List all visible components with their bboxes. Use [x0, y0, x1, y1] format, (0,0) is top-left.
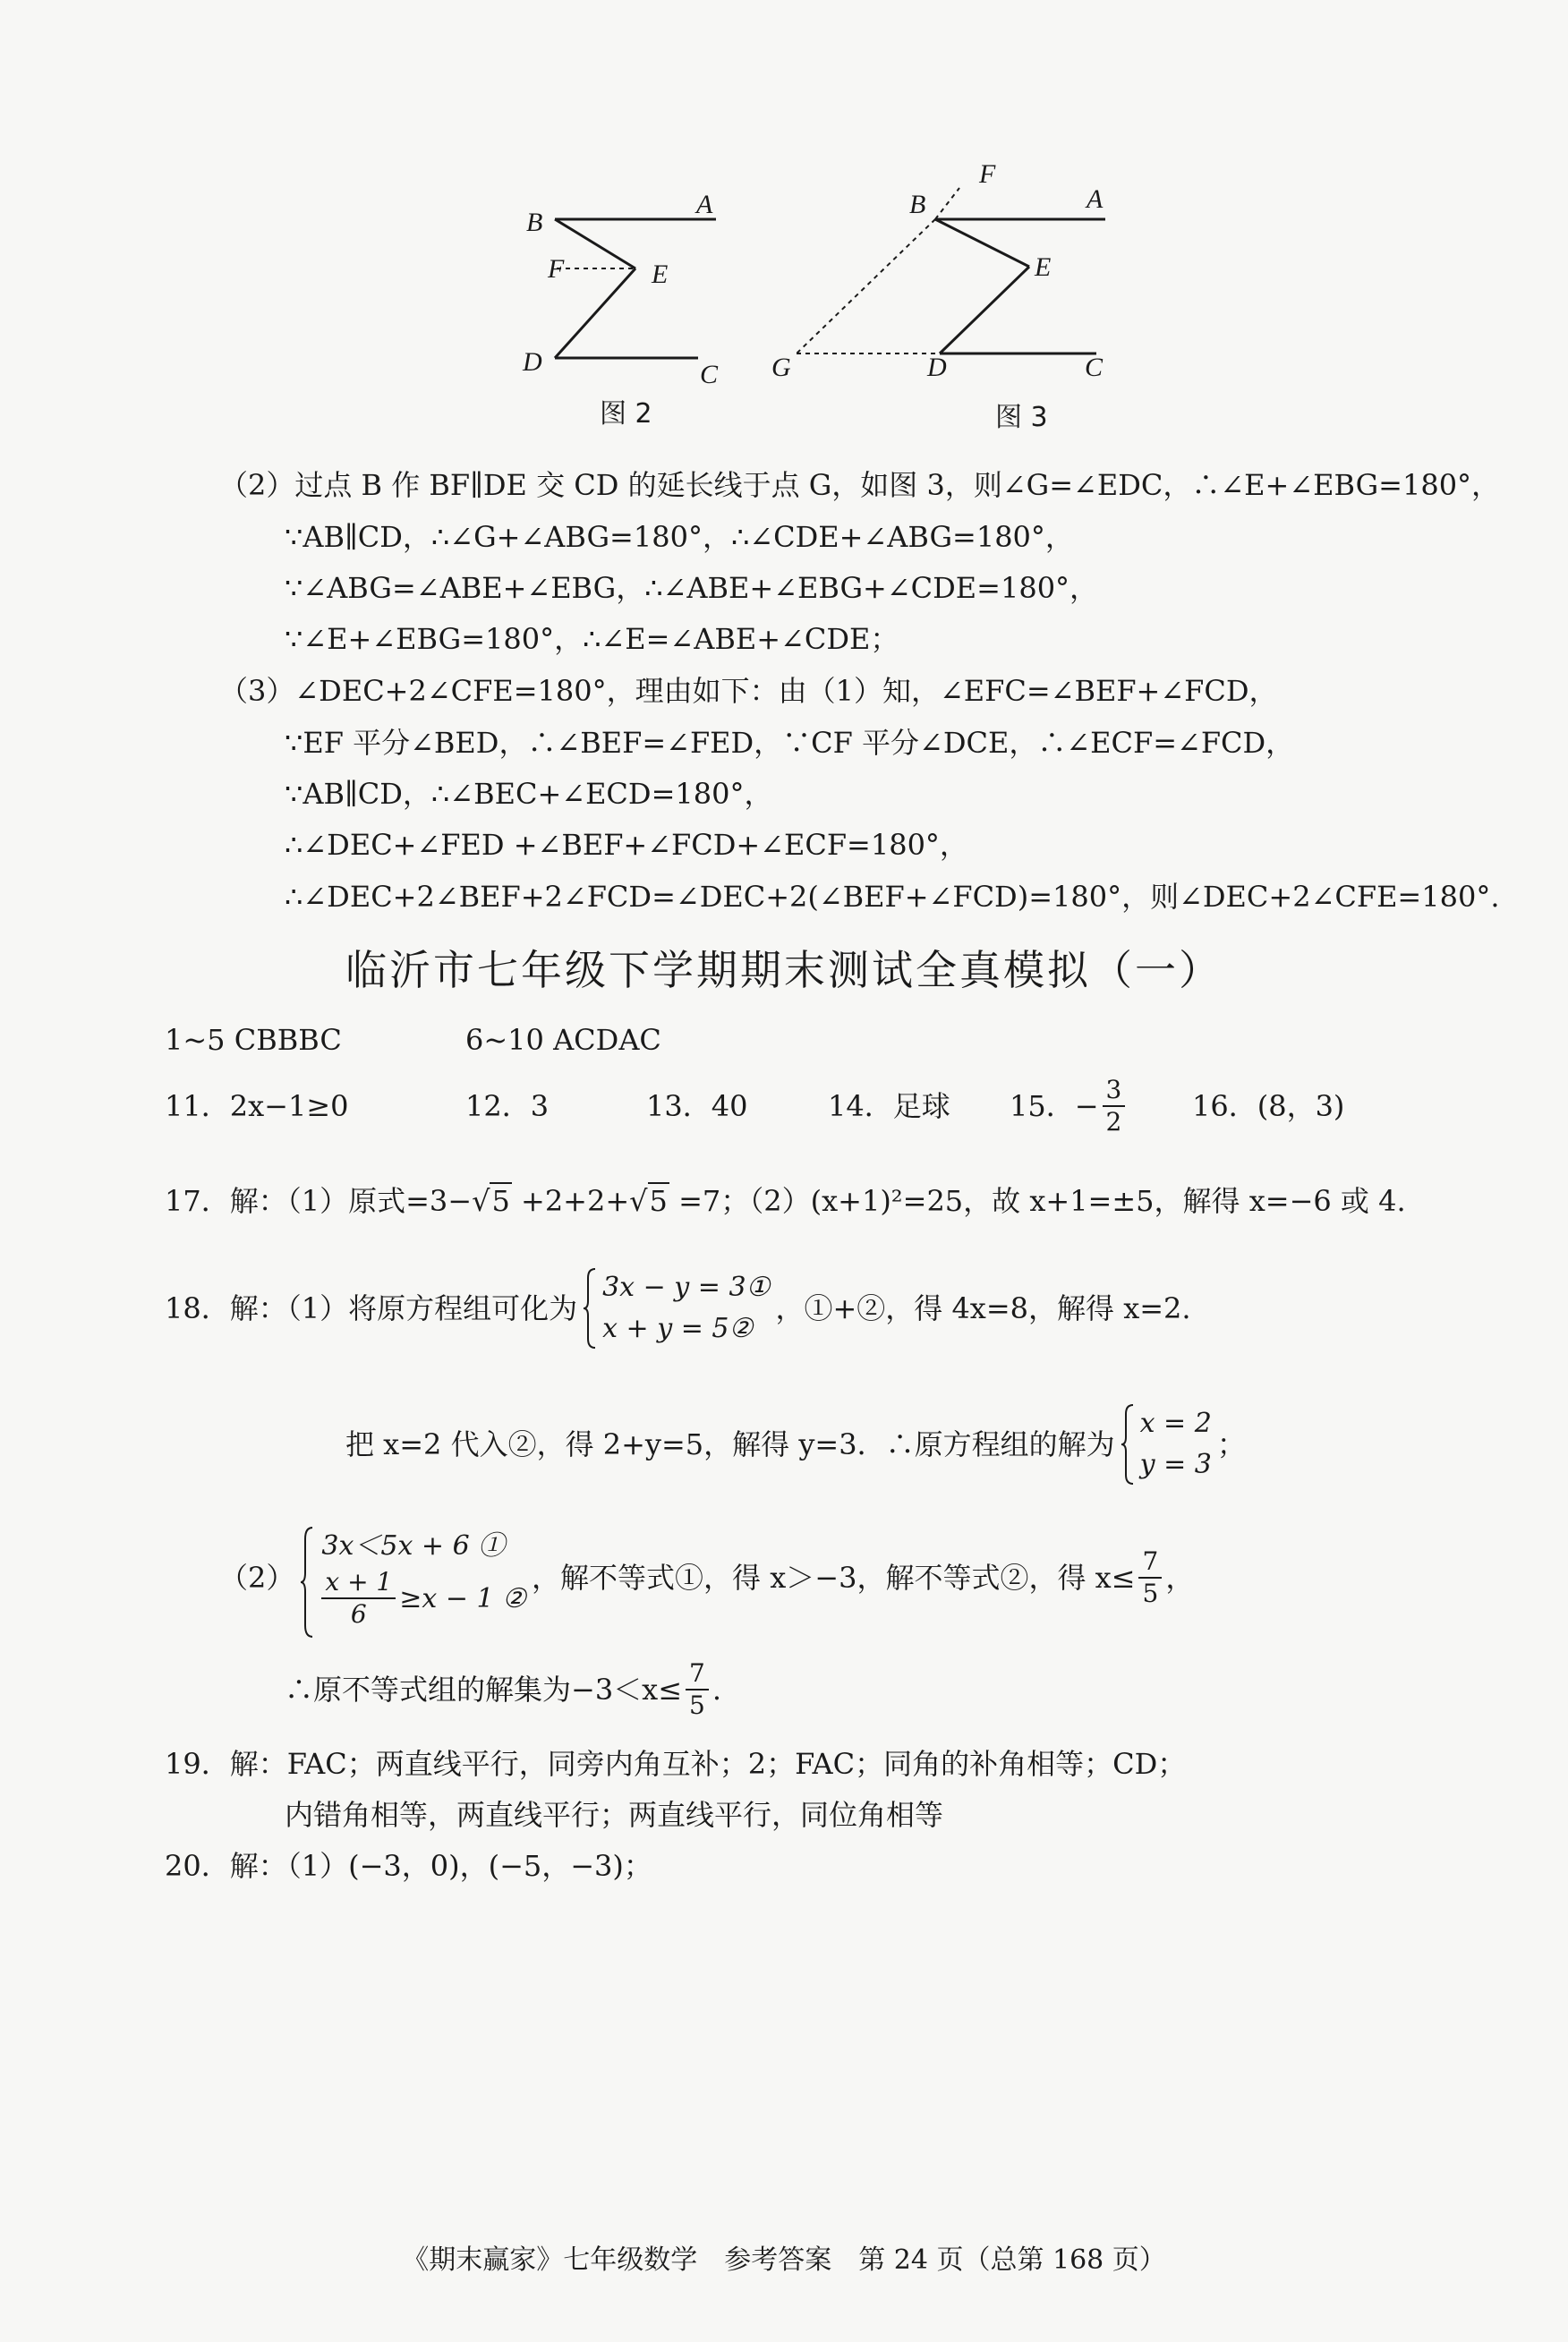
answer-19-line1: 19．解：FAC；两直线平行，同旁内角互补；2；FAC；同角的补角相等；CD；	[165, 1747, 1187, 1781]
part2-line4: ∵∠E+∠EBG=180°，∴∠E=∠ABE+∠CDE；	[285, 622, 899, 656]
answer-12: 12．3	[465, 1089, 550, 1123]
answer-14: 14．足球	[828, 1089, 950, 1123]
fig3-caption: 图 3	[995, 402, 1048, 433]
q18-inequality-system	[300, 1526, 526, 1630]
answer-18-part2	[219, 1520, 1194, 1636]
brace-icon	[583, 1267, 597, 1350]
part2-line3: ∵∠ABG=∠ABE+∠EBG，∴∠ABE+∠EBG+∠CDE=180°，	[285, 571, 1099, 605]
part3-line5: ∴∠DEC+2∠BEF+2∠FCD=∠DEC+2(∠BEF+∠FCD)=180°，则∠DEC+2∠CFE=180°.	[285, 880, 1500, 914]
answer-15-fraction	[1103, 1075, 1126, 1137]
fig2-label-C: C	[700, 360, 719, 389]
q18-ineq2-denominator: 6	[350, 1599, 367, 1629]
answer-19-line2: 内错角相等，两直线平行；两直线平行，同位角相等	[285, 1798, 944, 1832]
figure-2	[501, 179, 752, 439]
fig3-label-B: B	[909, 190, 926, 219]
fig3-label-C: C	[1085, 353, 1104, 382]
figure-3	[761, 161, 1137, 439]
part3-line4: ∴∠DEC+∠FED +∠BEF+∠FCD+∠ECF=180°，	[285, 828, 968, 862]
q18-bound-denominator: 5	[1142, 1579, 1159, 1608]
q18-concl-b: .	[712, 1673, 722, 1707]
choice-6-10: 6~10 ACDAC	[465, 1023, 661, 1057]
fig3-label-E: E	[1035, 252, 1052, 282]
fig3-label-A: A	[1087, 184, 1104, 214]
answer-11: 11．2x−1≥0	[165, 1089, 349, 1123]
q18-intro: 18．解：（1）将原方程组可化为	[165, 1291, 578, 1325]
choice-1-5: 1~5 CBBBC	[165, 1023, 342, 1057]
q17-radicand-2: 5	[649, 1184, 668, 1218]
brace-icon	[300, 1526, 314, 1639]
answer-20-line1: 20．解：（1）(−3，0)，(−5，−3)；	[165, 1849, 652, 1883]
part3-line3: ∵AB∥CD，∴∠BEC+∠ECD=180°，	[285, 777, 773, 811]
q18-concl-fraction	[686, 1658, 709, 1721]
q18-sub: 把 x=2 代入②，得 2+y=5，解得 y=3．∴原方程组的解为	[345, 1427, 1115, 1461]
q18-concl-denominator: 5	[689, 1690, 705, 1720]
fig3-label-F: F	[979, 161, 996, 189]
answer-15-numerator: 3	[1103, 1075, 1126, 1107]
answer-18-conclusion	[285, 1654, 721, 1725]
page-footer: 《期末赢家》七年级数学 参考答案 第 24 页（总第 168 页）	[402, 2244, 1166, 2276]
q18-sol-end: ；	[1216, 1427, 1246, 1461]
fig2-label-E: E	[652, 260, 669, 289]
q18-ineq2-rest: ≥x − 1 ②	[399, 1582, 527, 1614]
q18-after: ，①+②，得 4x=8，解得 x=2.	[775, 1291, 1191, 1325]
answer-13: 13．40	[646, 1089, 748, 1123]
fig2-label-D: D	[523, 347, 542, 377]
answer-18-part1	[165, 1264, 1191, 1353]
fig2-label-F: F	[548, 254, 565, 284]
q18-ineq2-fraction	[321, 1567, 396, 1630]
q18-p2-label: （2）	[219, 1561, 295, 1595]
section-title: 临沂市七年级下学期期末测试全真模拟（一）	[345, 946, 1223, 994]
fig2-label-B: B	[526, 208, 543, 237]
q18-sol1: x = 2	[1139, 1408, 1212, 1439]
q18-eq2: x + y = 5②	[602, 1313, 754, 1344]
q18-concl-a: ∴原不等式组的解集为−3＜x≤	[285, 1673, 683, 1707]
part2-line2: ∵AB∥CD，∴∠G+∠ABG=180°，∴∠CDE+∠ABG=180°，	[285, 520, 1074, 554]
part3-line1: （3）∠DEC+2∠CFE=180°，理由如下：由（1）知，∠EFC=∠BEF+∠FCD，	[219, 674, 1278, 708]
fig2-label-A: A	[696, 190, 713, 219]
q18-sol2: y = 3	[1139, 1449, 1212, 1480]
q17-part-a: 17．解：（1）原式=3−	[165, 1184, 473, 1218]
part2-line1: （2）过点 B 作 BF∥DE 交 CD 的延长线于点 G，如图 3，则∠G=∠EDC，∴∠E+∠EBG=180°，	[219, 468, 1501, 502]
q18-ineq1: 3x＜5x + 6 ①	[321, 1530, 506, 1562]
part3-line2: ∵EF 平分∠BED，∴∠BEF=∠FED，∵CF 平分∠DCE，∴∠ECF=∠FCD，	[285, 726, 1295, 760]
q17-part-c: =7；（2）(x+1)²=25，故 x+1=±5，解得 x=−6 或 4.	[669, 1184, 1406, 1218]
q18-ineq2-numerator: x + 1	[321, 1567, 396, 1599]
fig2-caption: 图 2	[600, 398, 652, 430]
q18-concl-numerator: 7	[686, 1658, 709, 1690]
q18-solution-system	[1121, 1403, 1212, 1486]
brace-icon	[1121, 1403, 1135, 1486]
q18-equation-system	[583, 1267, 770, 1350]
answer-18-solution	[345, 1400, 1246, 1489]
answer-16: 16．(8，3)	[1192, 1089, 1345, 1123]
sqrt-icon: √	[629, 1184, 648, 1218]
q18-bound-fraction	[1138, 1546, 1162, 1609]
q18-p2-after-a: ，解不等式①，得 x＞−3，解不等式②，得 x≤	[532, 1561, 1136, 1595]
q18-bound-numerator: 7	[1138, 1546, 1162, 1579]
answer-15-denominator: 2	[1105, 1107, 1122, 1137]
q18-eq1: 3x − y = 3①	[602, 1272, 771, 1303]
answer-15-prefix: 15．−	[1010, 1089, 1099, 1123]
fig3-label-G: G	[771, 353, 791, 382]
fig3-label-D: D	[927, 353, 947, 382]
q18-ineq2	[321, 1567, 526, 1630]
q18-p2-after-b: ，	[1165, 1561, 1195, 1595]
answer-15	[1010, 1074, 1129, 1138]
q17-radicand-1: 5	[491, 1184, 510, 1218]
answer-17	[165, 1183, 1406, 1219]
q17-part-b: +2+2+	[511, 1184, 630, 1218]
sqrt-icon: √	[472, 1184, 490, 1218]
